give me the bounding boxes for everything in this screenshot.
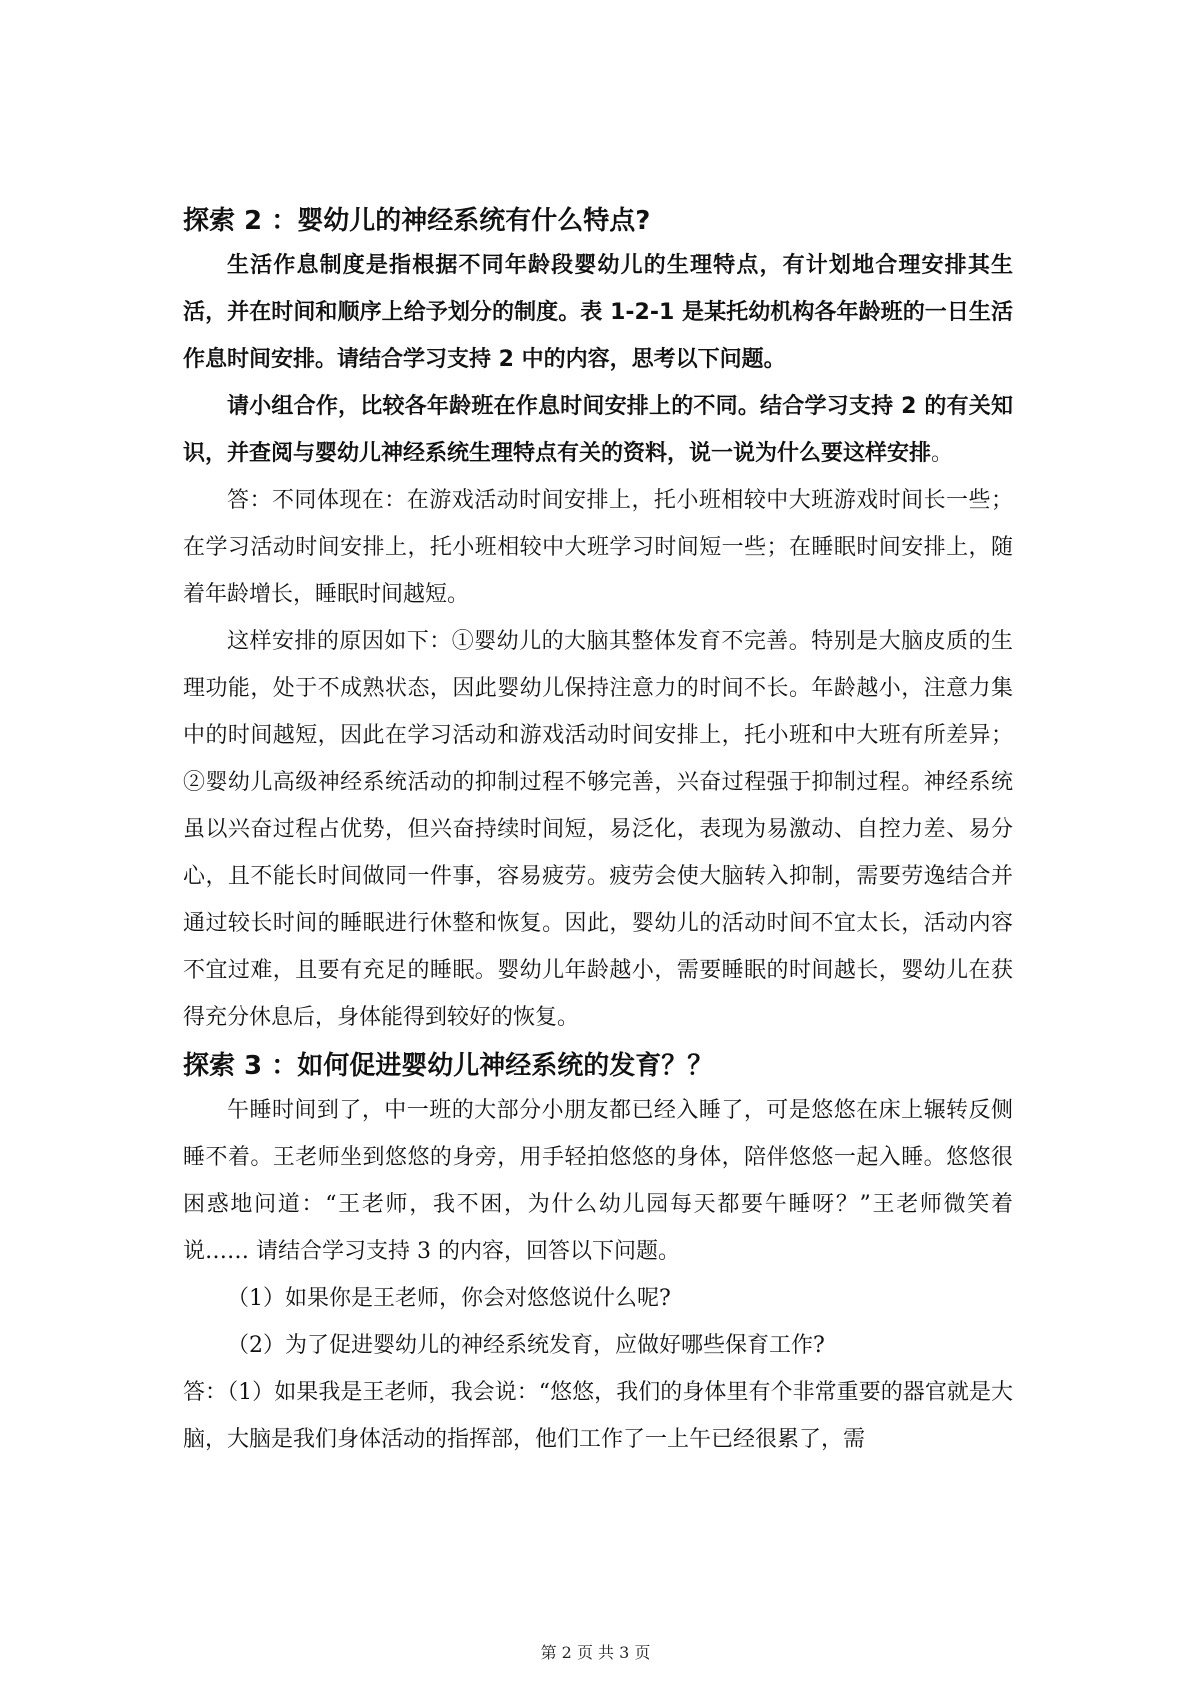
section-3-question-1: （1）如果你是王老师，你会对悠悠说什么呢? <box>227 1286 671 1311</box>
section-2-heading: 探索 2 ：婴幼儿的神经系统有什么特点? <box>183 206 651 236</box>
section-2-answer-2: 这样安排的原因如下：①婴幼儿的大脑其整体发育不完善。特别是大脑皮质的生理功能，处于不成熟状态，因此婴幼儿保持注意力的时间不长。年龄越小，注意力集中的时间越短，因此在学习活动和游戏活动时间安排上，托小班和中大班有所差异；②婴幼儿高级神经系统活动的抑制过程不够完善，兴奋过程强于抑制过程。神经系统虽以兴奋过程占优势，但兴奋持续时间短，易泛化，表现为易激动、自控力差、易分心，且不能长时间做同一件事，容易疲劳。疲劳会使大脑转入抑制，需要劳逸结合并通过较长时间的睡眠进行休整和恢复。因此，婴幼儿的活动时间不宜太长，活动内容不宜过难，且要有充足的睡眠。婴幼儿年龄越小，需要睡眠的时间越长，婴幼儿在获得充分休息后，身体能得到较好的恢复。 <box>183 629 1013 1030</box>
section-3-answer: 答：（1）如果我是王老师，我会说：“悠悠，我们的身体里有个非常重要的器官就是大脑，大脑是我们身体活动的指挥部，他们工作了一上午已经很累了，需 <box>183 1380 1013 1452</box>
section-2-answer-1: 答：不同体现在：在游戏活动时间安排上，托小班相较中大班游戏时间长一些；在学习活动时间安排上，托小班相较中大班学习时间短一些；在睡眠时间安排上，随着年龄增长，睡眠时间越短。 <box>183 488 1013 607</box>
section-3-question-2: （2）为了促进婴幼儿的神经系统发育，应做好哪些保育工作? <box>227 1333 825 1358</box>
page-footer: 第 2 页 共 3 页 <box>540 1643 651 1662</box>
section-2-prompt-2-end: 。 <box>931 441 954 466</box>
section-2-prompt-1: 生活作息制度是指根据不同年龄段婴幼儿的生理特点，有计划地合理安排其生活，并在时间和顺序上给予划分的制度。表 1-2-1 是某托幼机构各年龄班的一日生活作息时间安排。请结合学习支持 2 中的内容，思考以下问题。 <box>183 253 1013 372</box>
section-2-prompt-2-bold: 请小组合作，比较各年龄班在作息时间安排上的不同。结合学习支持 2 的有关知识，并查阅与婴幼儿神经系统生理特点有关的资料，说一说为什么要这样安排 <box>183 394 1013 466</box>
section-3-scenario: 午睡时间到了，中一班的大部分小朋友都已经入睡了，可是悠悠在床上辗转反侧睡不着。王老师坐到悠悠的身旁，用手轻拍悠悠的身体，陪伴悠悠一起入睡。悠悠很困惑地问道：“王老师，我不困，为什么幼儿园每天都要午睡呀？”王老师微笑着说…… 请结合学习支持 3 的内容，回答以下问题。 <box>183 1098 1013 1264</box>
section-2-prompt-2 <box>183 383 1013 477</box>
section-3-heading: 探索 3 ：如何促进婴幼儿神经系统的发育？？ <box>183 1051 714 1081</box>
page-content <box>183 200 1013 1463</box>
